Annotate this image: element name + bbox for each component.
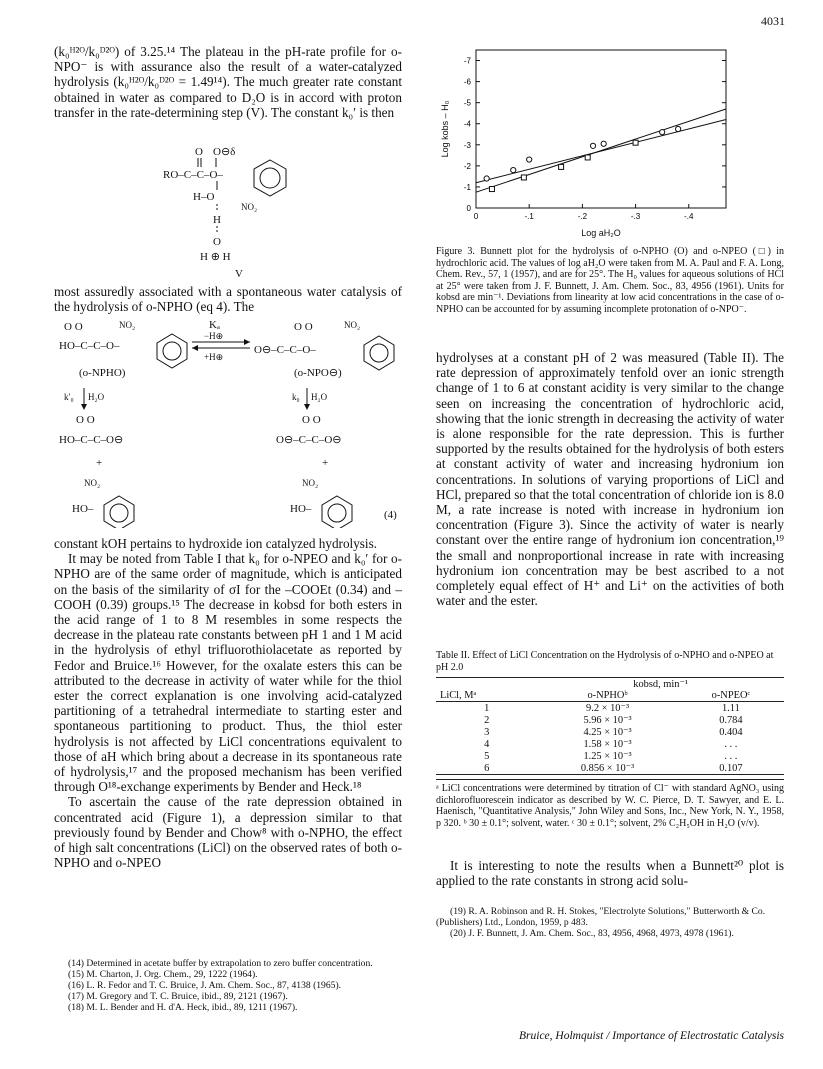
atom-h-plus-h: H ⊕ H (200, 251, 231, 263)
right-paragraph-1: hydrolyses at a constant pH of 2 was measured (Table II). The rate depression of approximately tenfold over an ionic strength change of 1 to 6 at constant acidity is very similar to the change seen on increasing the concentration of hydrochloric acid, showing that the ionic strength in decreasing the activity of water is alone responsible for the rate depression. This is further supported by the results obtained for the hydrolysis of both esters at constant activity of water and increasing hydronium ion concentrations. In solutions of varying proportions of LiCl and HCl, prepared so that the total concentration of chloride ion is 8.0 M, a rate increase is noted with increase in hydronium ion concentration (Figure 3). Since the activity of water is nearly constant over the entire range of hydronium ion concentration,¹⁹ the small and nonproportional increase in rate with increasing hydronium ion concentration may be best ascribed to a not completely equal effect of H⁺ and Li⁺ on the activities of both water and the ester. (436, 350, 784, 609)
table-2-grid (436, 677, 784, 775)
eq-product-right: O⊖–C–C–O⊖ (276, 434, 342, 446)
eq-phenol-right: HO– (290, 503, 312, 515)
data-point-npho (527, 157, 532, 162)
x-tick-label: -.3 (630, 212, 641, 221)
eq-oo-prod-left: O O (76, 414, 95, 426)
data-point-npho (590, 143, 595, 148)
eq-name-left: (o-NPHO) (79, 367, 126, 379)
footnote-19: (19) R. A. Robinson and R. H. Stokes, "Electrolyte Solutions," Butterworth & Co. (Publishers) Ltd., London, 1959, p 483. (436, 906, 766, 928)
table-cell: . . . (724, 750, 738, 762)
eq-name-right: (o-NPO⊖) (294, 367, 342, 379)
footnote-18: (18) M. L. Bender and H. d'A. Heck, ibid., 89, 1211 (1967). (68, 1002, 298, 1013)
table-row (436, 750, 784, 762)
x-tick-label: -.2 (577, 212, 588, 221)
eq-oo-prod-right: O O (302, 414, 321, 426)
eq-k0: k₀ (292, 392, 300, 402)
footnote-17: (17) M. Gregory and T. C. Bruice, ibid., 89, 2121 (1967). (68, 991, 288, 1002)
atom-o2: O⊖δ (213, 146, 236, 158)
footnote-15: (15) M. Charton, J. Org. Chem., 29, 1222 (1964). (68, 969, 258, 980)
eq-plus-h: +H⊕ (204, 352, 224, 362)
table-2-title: Table II. Effect of LiCl Concentration on the Hydrolysis of o-NPHO and o-NPEO at pH 2.0 (436, 650, 774, 673)
atom-no2: NO₂ (241, 202, 258, 212)
footnote-20: (20) J. F. Bunnett, J. Am. Chem. Soc., 83, 4956, 4968, 4973, 4978 (1961). (450, 928, 734, 939)
eq-k0p: k′₀ (64, 392, 74, 402)
data-point-npho (484, 176, 489, 181)
data-point-npho (660, 130, 665, 135)
atom-o1: O (195, 146, 203, 158)
table-cell: 3 (484, 726, 490, 738)
table-cell: 1.58 × 10⁻³ (583, 739, 632, 751)
eq-oo-right: O O (294, 321, 313, 333)
right-paragraph-2: It is interesting to note the results when a Bunnett²⁰ plot is applied to the rate constants in strong acid solu- (436, 858, 784, 889)
y-tick-label: 0 (466, 204, 471, 213)
structure-v-diagram (155, 140, 325, 280)
table-2-notes: ᵃ LiCl concentrations were determined by titration of Cl⁻ with standard AgNO₃ using dichlorofluorescein indicator as described by W. C. Pierce, D. T. Sawyer, and E. L. Haenisch, "Quantitative Analysis," John Wiley and Sons, Inc., New York, N. Y., 1958, p 320. ᵇ 30 ± 0.1°; solvent, water. ᶜ 30 ± 0.1°; solvent, 2% C₂H₅OH in H₂O (v/v). (436, 779, 784, 829)
x-tick-label: 0 (473, 212, 479, 221)
table-row (436, 762, 784, 775)
equation-4-diagram (54, 318, 404, 528)
eq-number: (4) (384, 509, 397, 521)
table-cell: 0.107 (678, 762, 784, 775)
table-header-npho: o-NPHOᵇ (537, 690, 677, 702)
footnote-14: (14) Determined in acetate buffer by extrapolation to zero buffer concentration. (68, 958, 373, 969)
eq-no2-right: NO₂ (344, 320, 361, 330)
atom-ro: RO–C–C–O– (163, 169, 223, 181)
y-tick-label: -2 (463, 161, 471, 171)
data-point-npho (676, 126, 681, 131)
left-footnotes (54, 958, 402, 1013)
figure-3-caption: Figure 3. Bunnett plot for the hydrolysis of o-NPHO (O) and o-NPEO (□) in hydrochloric acid. The values of log aH₂O were taken from M. A. Paul and F. A. Long, Chem. Rev., 57, 1 (1957), and are for 25°. The H₀ values for aqueous solutions of HCl at 25° were taken from J. F. Bunnett, J. Am. Chem. Soc., 83, 4956 (1961). Units for kobsd are min⁻¹. Deviations from linearity at low acid concentrations in the case of o-NPHO can be accounted for by assuming incomplete protonation of o-NPO⁻. (436, 246, 784, 315)
fit-line (476, 109, 726, 192)
data-point-npeo (633, 140, 638, 145)
eq-minus-h: −H⊕ (204, 331, 224, 341)
table-row (436, 738, 784, 750)
table-header-npeo: o-NPEOᶜ (678, 690, 784, 702)
atom-h: H (213, 214, 221, 226)
left-column (54, 44, 402, 120)
data-point-npeo (489, 187, 494, 192)
table-2 (436, 650, 784, 830)
table-cell: 2 (484, 714, 490, 726)
eq-h2o-left: H₂O (88, 392, 105, 402)
left-paragraph-2: most assuredly associated with a spontaneous water catalysis of the hydrolysis of o-NPHO (eq 4). The (54, 284, 402, 315)
table-cell: . . . (724, 738, 738, 750)
data-point-npeo (559, 164, 564, 169)
data-point-npho (511, 167, 516, 172)
eq-plus-right: + (322, 457, 329, 469)
x-tick-label: -.4 (684, 212, 694, 221)
data-point-npeo (585, 155, 590, 160)
atom-o3: O (213, 236, 221, 248)
atom-h-o: H–O (193, 191, 215, 203)
left-paragraph-1: (k₀ᴴ²ᴼ/k₀ᴰ²ᴼ) of 3.25.¹⁴ The plateau in the pH-rate profile for o-NPO⁻ is with assurance also the result of a water-catalyzed hydrolysis (k₀ᴴ²ᴼ/k₀ᴰ²ᴼ = 1.49¹⁴). The much greater rate constant obtained in water as compared to D₂O is in accord with proton transfer in the rate-determining step (V). The constant k₀′ is then (54, 44, 402, 120)
benzene-ring-v (254, 160, 286, 196)
x-axis-label: Log aH₂O (581, 228, 621, 238)
data-point-npho (601, 141, 606, 146)
eq-no2-phenol-right: NO₂ (302, 478, 319, 488)
y-tick-label: -3 (463, 140, 471, 150)
x-tick-label: -.1 (524, 212, 534, 221)
right-footnotes (436, 906, 784, 939)
structure-label: V (235, 268, 243, 280)
y-axis-label: Log kobs – H₀ (440, 100, 450, 158)
table-cell: 0.404 (719, 726, 743, 738)
running-footer: Bruice, Holmquist / Importance of Electrostatic Catalysis (519, 1030, 784, 1042)
table-span-header: kobsd, min⁻¹ (537, 678, 784, 691)
table-header-licl: LiCl, Mᵃ (436, 690, 537, 702)
eq-ka-label: Kₐ (209, 319, 220, 331)
y-tick-label: -5 (463, 98, 471, 108)
eq-reactant-left: HO–C–C–O– (59, 340, 120, 352)
eq-no2-left: NO₂ (119, 320, 136, 330)
table-cell: 0.784 (719, 714, 743, 726)
eq-plus-left: + (96, 457, 103, 469)
eq-phenol-left: HO– (72, 503, 94, 515)
table-row (436, 714, 784, 726)
table-cell: 6 (436, 762, 537, 775)
y-tick-label: -4 (463, 119, 471, 129)
y-tick-label: -7 (463, 56, 471, 66)
page-number: 4031 (761, 14, 785, 28)
eq-oo-left: O O (64, 321, 83, 333)
left-paragraph-4: It may be noted from Table I that k₀ for o-NPEO and k₀′ for o-NPHO are of the same order of magnitude, which is anticipated on the basis of the similarity of σI for the –COOEt (0.34) and –COOH (0.39) groups.¹⁵ The decrease in kobsd for both esters in the acid range of 1 to 8 M resembles in some respects the decrease in the plateau rate constants between pH 1 and 1 M acid in the hydrolysis of ethyl trifluorothiolacetate as reported by Fedor and Bruice.¹⁶ However, for the oxalate esters this can be attributed to the decrease in activity of water while for the thiol ester the correct explanation is one involving acid-catalyzed partitioning of a tetrahedral intermediate to starting ester and spontaneous partitioning to product. Thus, the thiol ester hydrolysis is not affected by LiCl concentrations equivalent to those of aH which bring about a decrease in its spontaneous rate of hydrolysis,¹⁷ and the proposed mechanism has been verified through O¹⁸-exchange experiments by Bender and Heck.¹⁸ (54, 551, 402, 795)
table-cell: 5 (484, 750, 490, 762)
y-tick-label: -6 (463, 77, 471, 87)
table-cell: 4 (484, 738, 490, 750)
table-cell: 1.25 × 10⁻³ (583, 751, 632, 763)
table-cell: 5.96 × 10⁻³ (583, 715, 632, 727)
table-cell: 1 (484, 702, 490, 714)
left-paragraph-5: To ascertain the cause of the rate depression obtained in concentrated acid (Figure 1), a depression similar to that previously found by Bender and Chow⁸ with o-NPHO, the effect of high salt concentrations (LiCl) on the observed rates of both o-NPHO and o-NPEO (54, 794, 402, 871)
table-cell: 9.2 × 10⁻³ (586, 703, 630, 715)
table-row (436, 702, 784, 715)
table-cell: 1.11 (721, 702, 740, 714)
table-cell: 0.856 × 10⁻³ (537, 762, 677, 775)
y-tick-label: -1 (463, 182, 471, 192)
eq-product-left: HO–C–C–O⊖ (59, 434, 124, 446)
eq-h2o-right: H₂O (311, 392, 328, 402)
table-cell: 4.25 × 10⁻³ (583, 727, 632, 739)
eq-no2-phenol-left: NO₂ (84, 478, 101, 488)
left-paragraph-3: constant kOH pertains to hydroxide ion catalyzed hydrolysis. (54, 536, 378, 551)
data-point-npeo (521, 175, 526, 180)
eq-reactant-right: O⊖–C–C–O– (254, 344, 316, 356)
figure-3-chart (436, 44, 736, 244)
table-row (436, 726, 784, 738)
footnote-16: (16) L. R. Fedor and T. C. Bruice, J. Am. Chem. Soc., 87, 4138 (1965). (68, 980, 342, 991)
